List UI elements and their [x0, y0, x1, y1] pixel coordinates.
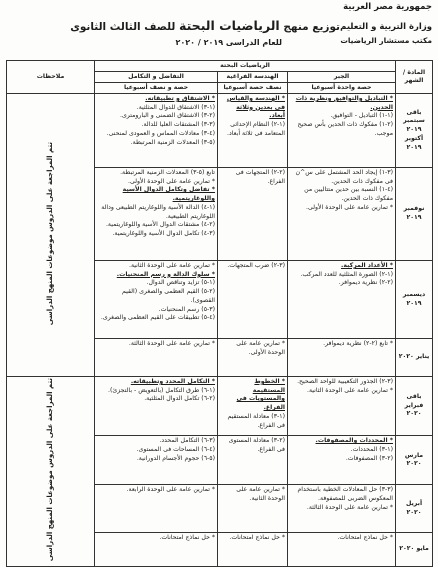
- branch-algebra: الجبر: [288, 72, 396, 83]
- geometry-cell: [218, 377, 288, 436]
- topic-item: * التكامل المحدد وتطبيقاته.: [130, 378, 216, 385]
- topic-item: (٢-٣) الاشتقاق الضمنى و البارومترى.: [120, 112, 216, 120]
- topic-item: (٣-٥) رسم المنحنيات.: [158, 305, 216, 313]
- calculus-cell: [95, 436, 218, 485]
- topic-item: (٢-٤) مشتقات الدوال الأسية واللوغاريتمية.: [105, 221, 216, 229]
- algebra-cell: [288, 339, 396, 377]
- office-label: مكتب مستشار الرياضيات: [340, 36, 432, 45]
- topic-item: (٢-٢) نظرية ديموافر.: [338, 279, 394, 287]
- period-geometry: نصف حصة أسبوعيا: [218, 83, 288, 94]
- topic-item: (١-٥) تزايد وتناقص الدوال.: [146, 279, 216, 287]
- algebra-cell: [288, 261, 396, 339]
- notes-text: تتم المراجعة على الدروس موضوعات المنهج الدراسى: [46, 141, 55, 325]
- topic-item: * تمارين عامة على الوحدة الثانية.: [129, 262, 216, 269]
- month-cell: مارس ٢٠٢٠: [396, 436, 433, 485]
- topic-item: تابع (٥-٣) المعدلات الزمنية المرتبطة.: [120, 169, 216, 176]
- calculus-cell: [95, 485, 218, 532]
- calculus-cell: [95, 94, 218, 168]
- month-cell: باقى فبراير ٢٠٢٠: [396, 377, 433, 436]
- topic-item: * تمارين عامة على الوحدة الثانية.: [236, 486, 286, 503]
- calculus-cell: [95, 532, 218, 566]
- topic-item: (١-٣) معادلة المستقيم فى الفراغ.: [227, 412, 286, 429]
- geometry-cell: [218, 94, 288, 168]
- topic-item: (٣-٢) ضرب المتجهات.: [227, 262, 286, 269]
- calculus-cell: [95, 168, 218, 261]
- topic-item: (٤-٦) المساحات فى المستوى.: [136, 445, 216, 453]
- calculus-cell: [95, 377, 218, 436]
- topic-item: * تمارين عامة على الوحدة الثانية.: [307, 386, 394, 394]
- curriculum-table: [6, 60, 433, 567]
- topic-item: (٥-٦) حجوم الأجسام الدورانية.: [136, 454, 216, 462]
- document-title: [70, 18, 340, 33]
- geometry-cell: [218, 261, 288, 339]
- topic-item: * الخطوط المستقيمة والمستويات فى الفراغ.: [236, 378, 286, 412]
- notes-column-header: ملاحظات: [7, 61, 95, 94]
- topic-item: (٣-٣) المشتقات العليا للدالة.: [141, 121, 216, 129]
- topic-item: * تمارين عامة على الوحدة الرابعة.: [126, 486, 216, 494]
- geometry-cell: [218, 168, 288, 261]
- month-cell: باقى سبتمبر ٢٠١٩ أكتوبر ٢٠١٩: [396, 94, 433, 168]
- topic-item: (٣-٢) الجذور التكعيبية للواحد الصحيح.: [297, 378, 394, 385]
- algebra-cell: [288, 168, 396, 261]
- month-cell: أبريل ٢٠٢٠: [396, 485, 433, 532]
- notes-text: تتم المراجعة على الدروس موضوعات المنهج الدراسى: [46, 378, 55, 562]
- calculus-cell: [95, 339, 218, 377]
- notes-cell: [7, 377, 95, 567]
- topic-item: (٢-٣) معادلة المستوى فى الفراغ.: [228, 437, 286, 453]
- month-cell: ديسمبر ٢٠١٩: [396, 261, 433, 339]
- topic-item: * تمارين عامة على الوحدة الثالثة.: [128, 340, 216, 347]
- title-grade: للصف الثالث الثانوى: [70, 21, 176, 33]
- topic-item: * تمارين عامة على الوحدة الأولى.: [236, 340, 286, 356]
- topic-item: * سلوك الدالة و رسم المنحنيات.: [116, 270, 216, 278]
- table-row: [7, 94, 433, 168]
- month-cell: يناير ٢٠٢٠: [396, 339, 433, 377]
- topic-item: (١-٢) الصورة المثلثية للعدد المركب.: [300, 270, 394, 278]
- topic-item: (١-٦) طرق التكامل (بالتعويض - بالتجزئ).: [108, 386, 216, 394]
- topic-item: (٢-٣) المصفوفات.: [345, 454, 394, 462]
- geometry-cell: [218, 485, 288, 532]
- topic-item: (٣-٤) تكامل الدوال الأسية واللوغاريتمية.: [112, 229, 216, 237]
- topic-item: (٢-٦) تكامل الدوال المثلثية.: [144, 395, 216, 403]
- topic-item: * تمارين عامة على الوحدة الثالثة.: [306, 503, 394, 511]
- topic-item: (٥-٣) المعدلات الزمنية المرتبطة.: [130, 138, 216, 146]
- period-algebra: حصة واحدة أسبوعيا: [288, 83, 396, 94]
- topic-item: * التباديل والتوافيق ونظرية ذات الحدين.: [295, 95, 394, 111]
- topic-item: * حل نماذج امتحانات.: [337, 533, 394, 541]
- algebra-cell: [288, 377, 396, 436]
- ministry-label: وزارة التربية و التعليم: [340, 22, 432, 32]
- topic-item: (٤-١) النسبة بين حدين متتاليين من مفكوك ذات الحدين.: [304, 186, 394, 203]
- algebra-cell: [288, 485, 396, 532]
- topic-item: * تابع (٢-٢) نظرية ديموافر.: [323, 340, 394, 347]
- topic-item: * تمارين عامة على الوحدة الأولى.: [128, 177, 216, 185]
- topic-item: (٢-١) مفكوك ذات الحدين بأس صحيح موجب.: [297, 121, 394, 137]
- title-subject: الرياضيات البحتة: [179, 18, 280, 33]
- period-calculus: حصة و نصف أسبوعيا: [95, 83, 218, 94]
- topic-item: (٣-٦) التكامل المحدد.: [159, 437, 216, 445]
- topic-item: * حل نماذج امتحانات.: [229, 533, 286, 541]
- topic-item: (٤-٣) معادلات المماس و العمودى لمنحنى.: [106, 129, 216, 137]
- algebra-cell: [288, 94, 396, 168]
- document-header: [6, 2, 432, 60]
- topic-item: * تمارين عامة على الوحدة الأولى.: [306, 203, 394, 211]
- topic-item: (١-٣) الاشتقاق للدوال المثلثية.: [136, 103, 216, 111]
- topic-item: (٢-٢) المتجهات فى الفراغ.: [235, 169, 286, 185]
- notes-cell: [7, 94, 95, 377]
- topic-item: (١-١) التباديل - التوافيق.: [330, 112, 394, 120]
- title-prefix: توزيع منهج: [283, 21, 340, 33]
- topic-item: (٢-٥) القيم العظمى والصغرى (القيم القصوى).: [121, 288, 216, 304]
- algebra-cell: [288, 532, 396, 566]
- topic-item: (١-٣) المحددات.: [350, 445, 394, 453]
- topic-item: * الهندسة والقياس فى بعدين وثلاثة أبعاد.: [226, 95, 286, 120]
- branch-geometry: الهندسة الفراغية: [218, 72, 288, 83]
- month-cell: نوفمبر ٢٠١٩: [396, 168, 433, 261]
- topic-item: (٣-٣) حل المعادلات الخطية باستخدام المعكوس الضربى للمصفوفة.: [297, 486, 394, 503]
- topic-item: (١-٢) النظام الإحداثى المتعامد فى ثلاثة أبعاد.: [227, 121, 286, 137]
- topic-item: (٣-١) إيجاد الحد المشتمل على س^ن فى مفكوك ذات الحدين.: [295, 169, 394, 185]
- topic-item: * الأعداد المركبة.: [340, 262, 394, 269]
- subject-column-header: الرياضيات البحتة: [95, 61, 396, 72]
- calculus-cell: [95, 261, 218, 339]
- topic-item: * الاشتقاق و تطبيقاته.: [145, 95, 216, 102]
- algebra-cell: [288, 436, 396, 485]
- republic-label: جمهورية مصر العربية: [343, 2, 432, 12]
- topic-item: * المحددات والمصفوفات.: [315, 437, 394, 445]
- geometry-cell: [218, 532, 288, 566]
- school-year: للعام الدراسى ٢٠١٩ / ٢٠٢٠: [175, 38, 282, 47]
- geometry-cell: [218, 436, 288, 485]
- geometry-cell: [218, 339, 288, 377]
- month-column-header: المادة / الشهر: [396, 61, 433, 94]
- topic-item: * حل نماذج امتحانات.: [159, 533, 216, 541]
- month-cell: مايو ٢٠٢٠: [396, 532, 433, 566]
- topic-item: (٤-٥) تطبيقات على القيم العظمى والصغرى.: [100, 314, 216, 322]
- topic-item: * تفاضل وتكامل الدوال الأسية واللوغاريتمية.: [122, 186, 216, 203]
- table-row: [7, 377, 433, 436]
- branch-calculus: التفاضل و التكامل: [95, 72, 218, 83]
- topic-item: (١-٤) الدالة الأسية واللوغاريتم الطبيعى ودالة اللوغاريتم الطبيعية.: [101, 203, 216, 220]
